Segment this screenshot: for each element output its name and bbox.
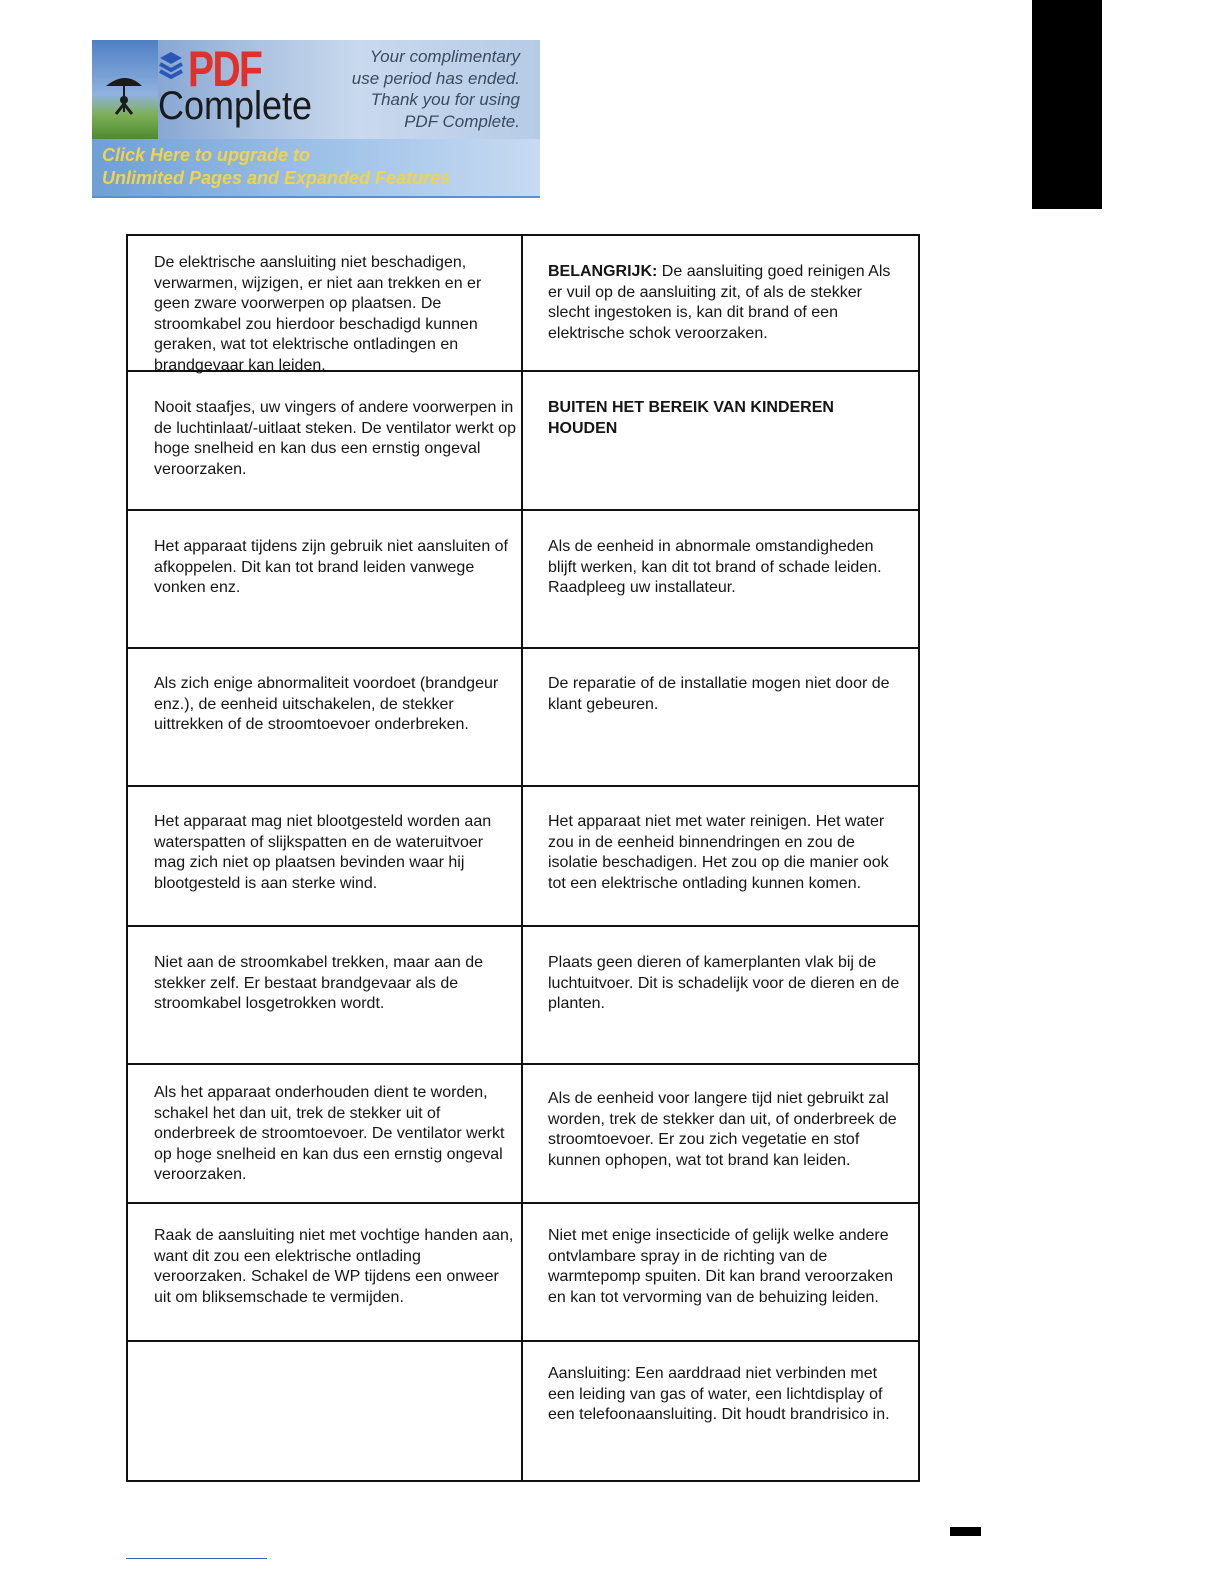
table-column-divider	[521, 234, 523, 1482]
table-row-divider	[126, 1202, 920, 1204]
layers-logo-icon	[158, 50, 184, 80]
safety-note-left: Het apparaat tijdens zijn gebruik niet aansluiten of afkoppelen. Dit kan tot brand leiden vanwege vonken enz.	[154, 538, 508, 597]
safety-note-right: Niet met enige insecticide of gelijk welke andere ontvlambare spray in de richting van de warmtepomp spuiten. Dit kan brand veroorzaken en kan tot vervorming van de behuizing leiden.	[548, 1227, 894, 1306]
banner-photo	[92, 40, 158, 139]
important-label: BELANGRIJK:	[548, 263, 658, 280]
table-row-divider	[126, 785, 920, 787]
upgrade-cta-line[interactable]: Click Here to upgrade to	[102, 145, 311, 165]
footer-link-line	[126, 1558, 267, 1559]
safety-note-left: Niet aan de stroomkabel trekken, maar aan de stekker zelf. Er bestaat brandgevaar als de stroomkabel losgetrokken wordt.	[154, 954, 484, 1013]
banner-message-line: Thank you for using	[370, 90, 520, 109]
safety-note-left: De elektrische aansluiting niet beschadigen, verwarmen, wijzigen, er niet aan trekken en er geen zware voorwerpen op plaatsen. De stroomkabel zou hierdoor beschadigd kunnen geraken, wat tot elektrische ontladingen en brandgevaar kan leiden.	[154, 254, 482, 374]
table-row-divider	[126, 509, 920, 511]
banner-message-line: PDF Complete.	[404, 111, 520, 131]
safety-note-right: Als de eenheid in abnormale omstandigheden blijft werken, kan dit tot brand of schade leiden. Raadpleeg uw installateur.	[548, 538, 882, 597]
banner-message-line: use period has ended.	[351, 68, 520, 88]
banner-top-panel	[92, 40, 540, 139]
upgrade-link[interactable]	[92, 139, 540, 198]
table-row-divider	[126, 1063, 920, 1065]
banner-message-line: Your complimentary	[369, 47, 520, 66]
safety-note-left: Als zich enige abnormaliteit voordoet (brandgeur enz.), de eenheid uitschakelen, de stekker uittrekken of de stroomtoevoer onderbreken.	[154, 675, 499, 734]
safety-note-right-heading: BUITEN HET BEREIK VAN KINDEREN HOUDEN	[548, 399, 834, 437]
page-marker	[950, 1527, 981, 1536]
upgrade-cta[interactable]	[102, 144, 450, 190]
pdf-complete-banner[interactable]	[92, 40, 540, 198]
safety-note-left: Nooit staafjes, uw vingers of andere voorwerpen in de luchtinlaat/-uitlaat steken. De ventilator werkt op hoge snelheid en kan dus een ernstig ongeval veroorzaken.	[154, 399, 516, 478]
table-row-divider	[126, 1340, 920, 1342]
table-row-divider	[126, 925, 920, 927]
safety-note-right: Aansluiting: Een aarddraad niet verbinden met een leiding van gas of water, een lichtdisplay of een telefoonaansluiting. Dit houdt brandrisico in.	[548, 1365, 890, 1424]
safety-note-left: Als het apparaat onderhouden dient te worden, schakel het dan uit, trek de stekker uit of onderbreek de stroomtoevoer. De ventilator werkt op hoge snelheid en kan dus een ernstig ongeval veroorzaken.	[154, 1084, 505, 1184]
safety-note-right: De reparatie of de installatie mogen niet door de klant gebeuren.	[548, 675, 890, 713]
safety-note-right	[548, 262, 904, 344]
umbrella-figure-icon	[92, 40, 158, 139]
safety-note-right: Het apparaat niet met water reinigen. Het water zou in de eenheid binnendringen en zou de isolatie beschadigen. Het zou op die manier ook tot een elektrische ontlading kunnen komen.	[548, 813, 889, 892]
safety-note-text: De aansluiting goed reinigen Als er vuil op de aansluiting zit, of als de stekker slecht ingestoken is, kan dit brand of een elektrische schok veroorzaken.	[548, 263, 891, 342]
upgrade-cta-line[interactable]: Unlimited Pages and Expanded Features	[102, 168, 451, 188]
banner-message	[320, 46, 520, 132]
safety-note-left: Raak de aansluiting niet met vochtige handen aan, want dit zou een elektrische ontlading veroorzaken. Schakel de WP tijdens een onweer uit om bliksemschade te vermijden.	[154, 1227, 514, 1306]
logo-complete-text: Complete	[158, 84, 313, 128]
logo-pdf-text: PDF	[188, 41, 262, 97]
safety-note-left: Het apparaat mag niet blootgesteld worden aan waterspatten of slijkspatten en de wateruitvoer mag zich niet op plaatsen bevinden waar hij blootgesteld is aan sterke wind.	[154, 813, 492, 892]
black-edge-tab	[1032, 0, 1102, 209]
safety-note-right: Plaats geen dieren of kamerplanten vlak bij de luchtuitvoer. Dit is schadelijk voor de dieren en de planten.	[548, 954, 900, 1013]
table-row-divider	[126, 647, 920, 649]
safety-note-right: Als de eenheid voor langere tijd niet gebruikt zal worden, trek de stekker dan uit, of onderbreek de stroomtoevoer. Er zou zich vegetatie en stof kunnen ophopen, wat tot brand kan leiden.	[548, 1090, 897, 1169]
